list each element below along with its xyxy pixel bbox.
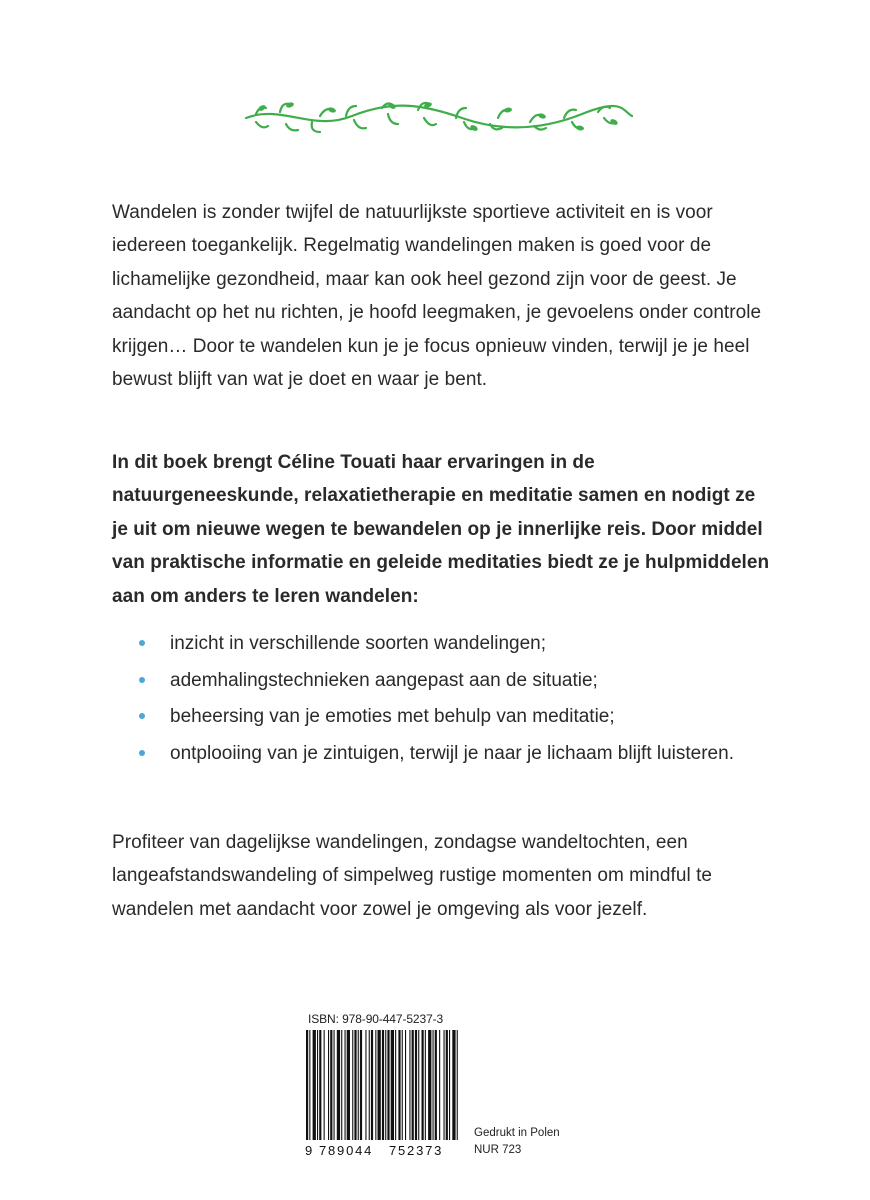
list-item [112, 700, 772, 733]
list-item-text: ontplooiing van je zintuigen, terwijl je naar je lichaam blijft luisteren. [170, 742, 734, 764]
list-item-text: inzicht in verschillende soorten wandelingen; [170, 633, 547, 654]
list-item-text: beheersing van je emoties met behulp van meditatie; [170, 706, 615, 728]
bullet-dot-icon [139, 640, 145, 646]
isbn-label: ISBN: 978-90-447-5237-3 [308, 1012, 444, 1026]
list-item [112, 664, 772, 697]
feature-list [112, 627, 772, 773]
nur-code: NUR 723 [474, 1144, 522, 1156]
bullet-dot-icon [139, 713, 145, 719]
lead-paragraph: In dit boek brengt Céline Touati haar ervaringen in de natuurgeneeskunde, relaxatietherapie en meditatie samen en nodigt ze je uit om nieuwe wegen te bewandelen op je innerlijke reis. Door middel van praktische informatie en geleide meditaties biedt ze je hulpmiddelen aan om anders te leren wandelen: [112, 452, 770, 607]
barcode-digits-right: 752373 [389, 1143, 444, 1158]
intro-paragraph: Wandelen is zonder twijfel de natuurlijkste sportieve activiteit en is voor iedereen toegankelijk. Regelmatig wandelingen maken is goed voor de lichamelijke gezondheid, maar kan ook heel gezond zijn voor de geest. Je aandacht op het nu richten, je hoofd leegmaken, je gevoelens onder controle krijgen… Door te wandelen kun je je focus opnieuw vinden, terwijl je je heel bewust blijft van wat je doet en waar je bent. [112, 202, 762, 391]
bullet-dot-icon [139, 677, 145, 683]
list-item [112, 737, 772, 770]
bullet-dot-icon [139, 750, 145, 756]
printed-in-label: Gedrukt in Polen [474, 1127, 560, 1139]
outro-paragraph: Profiteer van dagelijkse wandelingen, zondagse wandeltochten, een langeafstandswandeling of simpelweg rustige momenten om mindful te wandelen met aandacht voor zowel je omgeving als voor jezelf. [112, 832, 713, 920]
barcode-digit-first: 9 [305, 1143, 313, 1158]
barcode-digits-left: 789044 [319, 1143, 374, 1158]
vine-ornament-icon [242, 96, 634, 136]
imprint [474, 1125, 560, 1159]
list-item-text: ademhalingstechnieken aangepast aan de situatie; [170, 669, 598, 691]
list-item [112, 627, 772, 660]
barcode-digits [305, 1140, 461, 1162]
